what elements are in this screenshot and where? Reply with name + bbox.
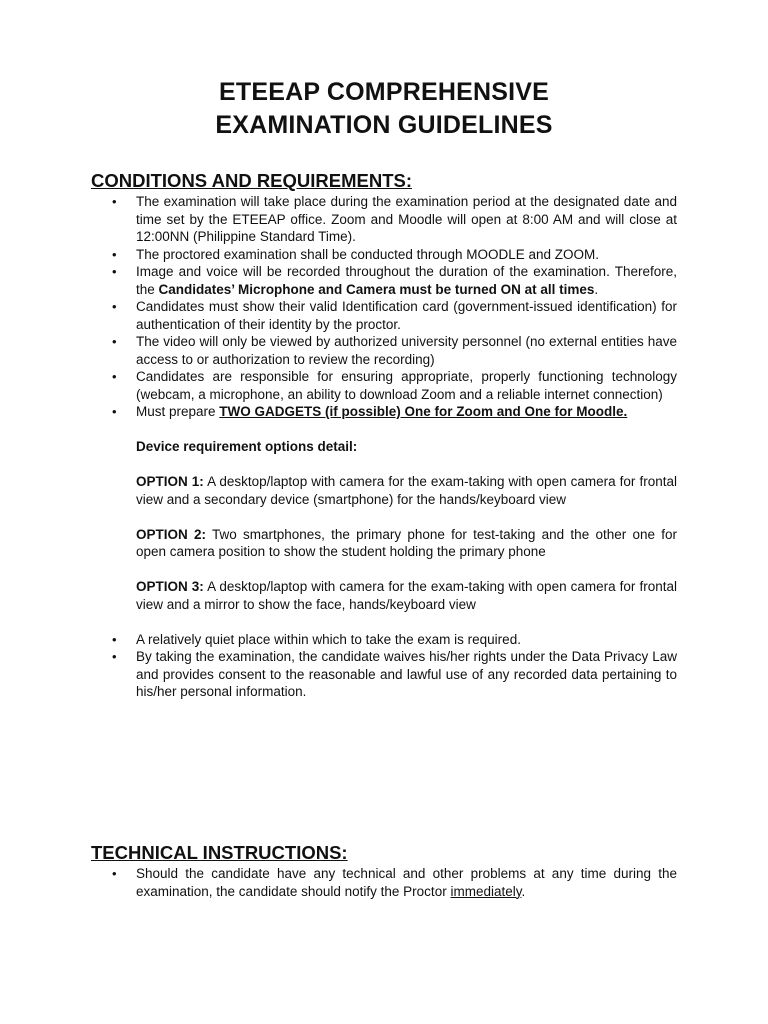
item-end: .	[594, 281, 599, 297]
list-item: • Candidates must show their valid Identification card (government-issued identification) for authentication of their identity by the proctor.	[91, 298, 677, 333]
page-title	[0, 76, 768, 142]
option-3	[91, 578, 677, 613]
list-item	[91, 865, 677, 900]
list-item	[91, 263, 677, 298]
list-item: • The proctored examination shall be conducted through MOODLE and ZOOM.	[91, 246, 677, 264]
option-text: Two smartphones, the primary phone for test-taking and the other one for open camera position to show the student holding the primary phone	[136, 526, 677, 559]
conditions-list	[91, 193, 677, 421]
list-item: • The examination will take place during the examination period at the designated date and time set by the ETEEAP office. Zoom and Moodle will open at 8:00 AM and will close at 12:00NN (Philippine Standard Time).	[91, 193, 677, 246]
list-item: • Candidates are responsible for ensuring appropriate, properly functioning technology (webcam, a microphone, an ability to download Zoom and a reliable internet connection)	[91, 368, 677, 403]
item-text: Image and voice will be recorded throughout the duration of the examination. Therefore, the	[136, 264, 677, 297]
conditions-body	[91, 193, 677, 701]
item-end: .	[521, 883, 526, 899]
item-text: Must prepare	[136, 404, 220, 419]
item-underline-text: immediately	[450, 883, 522, 899]
option-label: OPTION 2:	[136, 526, 207, 542]
option-label: OPTION 1:	[136, 474, 204, 489]
technical-list	[91, 865, 677, 900]
conditions-heading: CONDITIONS AND REQUIREMENTS:	[91, 170, 413, 191]
device-requirement-heading: Device requirement options detail:	[136, 439, 358, 454]
item-bold-text: Candidates’ Microphone and Camera must be turned ON at all times	[158, 281, 595, 297]
list-item	[91, 403, 677, 421]
title-line-2: EXAMINATION GUIDELINES	[215, 111, 553, 139]
item-bold-underline-text: TWO GADGETS (if possible) One for Zoom and One for Moodle.	[219, 404, 628, 419]
technical-body	[91, 865, 677, 900]
list-item: • By taking the examination, the candidate waives his/her rights under the Data Privacy Law and provides consent to the reasonable and lawful use of any recorded data pertaining to his/her personal information.	[91, 648, 677, 701]
option-label: OPTION 3:	[136, 579, 204, 594]
option-text: A desktop/laptop with camera for the exam-taking with open camera for frontal view and a mirror to show the face, hands/keyboard view	[136, 579, 677, 612]
list-item: • The video will only be viewed by authorized university personnel (no external entities have access to or authorization to review the recording)	[91, 333, 677, 368]
option-text: A desktop/laptop with camera for the exam-taking with open camera for frontal view and a secondary device (smartphone) for the hands/keyboard view	[136, 474, 677, 507]
technical-heading: TECHNICAL INSTRUCTIONS:	[91, 842, 348, 863]
list-item: • A relatively quiet place within which to take the exam is required.	[91, 631, 677, 649]
option-1	[91, 473, 677, 508]
conditions-list-continued	[91, 631, 677, 701]
title-line-1: ETEEAP COMPREHENSIVE	[218, 78, 549, 106]
option-2	[91, 526, 677, 561]
item-text: Should the candidate have any technical and other problems at any time during the examination, the candidate should notify the Proctor	[136, 866, 677, 899]
